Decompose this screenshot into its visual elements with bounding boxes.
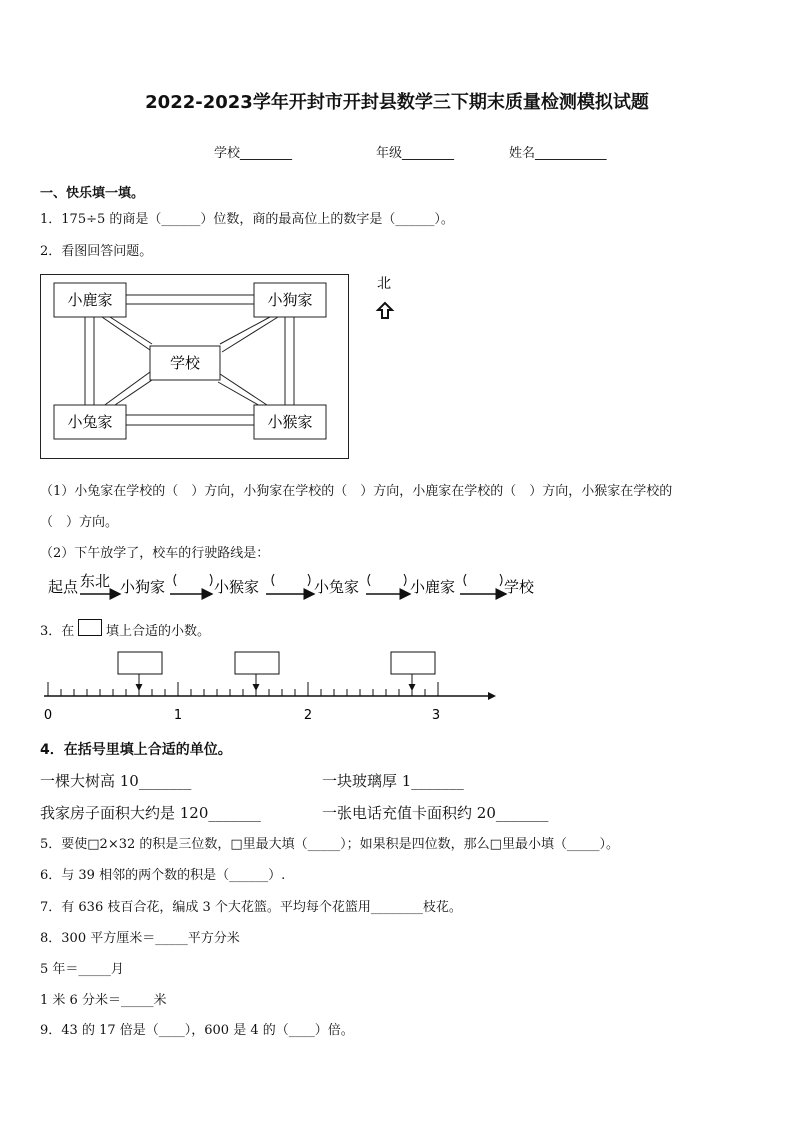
question-3-suffix: 填上合适的小数。 <box>106 624 211 639</box>
question-6: 6．与 39 相邻的两个数的积是（______）. <box>40 868 286 883</box>
question-9: 9．43 的 17 倍是（____），600 是 4 的（____）倍。 <box>40 1023 354 1038</box>
route-stop-deer: 小鹿家 <box>410 578 456 596</box>
pointer-arrow-icon <box>253 684 260 691</box>
school-field: 学校________ <box>214 146 293 161</box>
number-line-label: 0 <box>43 708 53 723</box>
route-stop-monkey: 小猴家 <box>214 578 260 596</box>
pointer-arrow-icon <box>136 684 143 691</box>
grade-field: 年级________ <box>376 146 455 161</box>
answer-box-sample <box>78 619 102 636</box>
number-line-label: 1 <box>173 708 183 723</box>
question-4-item-d: 一张电话充值卡面积约 20_______ <box>322 804 549 822</box>
route-diagram <box>44 566 554 606</box>
route-end: 学校 <box>504 578 535 596</box>
question-2-2: （2）下午放学了，校车的行驶路线是： <box>40 546 270 561</box>
number-line <box>36 648 506 726</box>
north-arrow-icon <box>378 303 392 318</box>
question-4-item-c: 我家房子面积大约是 120_______ <box>40 804 261 822</box>
question-2-1-line2: （ ）方向。 <box>40 515 119 530</box>
north-label: 北 <box>377 276 391 292</box>
question-8-part-1: 8．300 平方厘米＝_____平方分米 <box>40 931 240 946</box>
route-stop-dog: 小狗家 <box>120 578 166 596</box>
number-line-label: 2 <box>303 708 313 723</box>
question-7: 7．有 636 枝百合花，编成 3 个大花篮。平均每个花篮用________枝花。 <box>40 900 462 915</box>
question-8-part-2: 5 年＝_____月 <box>40 962 124 977</box>
question-2: 2．看图回答问题。 <box>40 244 153 259</box>
monkey-house-label: 小猴家 <box>267 413 313 431</box>
map-diagram <box>40 272 352 462</box>
number-line-arrowhead <box>488 692 496 700</box>
question-4: 4．在括号里填上合适的单位。 <box>40 742 232 758</box>
name-field: 姓名___________ <box>509 146 607 161</box>
question-5: 5．要使□2×32 的积是三位数，□里最大填（_____）；如果积是四位数，那么□里最小填（_____）。 <box>40 837 619 852</box>
pointer-arrow-icon <box>409 684 416 691</box>
number-line-label: 3 <box>431 708 441 723</box>
rabbit-house-label: 小兔家 <box>67 413 113 431</box>
question-1: 1．175÷5 的商是（______）位数，商的最高位上的数字是（______）。 <box>40 212 454 227</box>
answer-box[interactable] <box>391 652 435 674</box>
route-stop-rabbit: 小兔家 <box>314 578 360 596</box>
dog-house-label: 小狗家 <box>267 291 313 309</box>
section-heading: 一、快乐填一填。 <box>40 186 145 201</box>
question-4-item-a: 一棵大树高 10_______ <box>40 772 192 790</box>
route-start: 起点 <box>48 578 79 596</box>
question-2-1-line1: （1）小兔家在学校的（ ）方向，小狗家在学校的（ ）方向，小鹿家在学校的（ ）方向，小猴家在学校的 <box>40 484 673 499</box>
question-8-part-3: 1 米 6 分米＝_____米 <box>40 993 167 1008</box>
question-4-item-b: 一块玻璃厚 1_______ <box>322 772 464 790</box>
question-3-prefix: 3．在 <box>40 624 75 639</box>
page-title: 2022-2023学年开封市开封县数学三下期末质量检测模拟试题 <box>145 92 649 113</box>
answer-box[interactable] <box>118 652 162 674</box>
route-first-direction: 东北 <box>80 572 111 590</box>
north-indicator <box>372 272 402 322</box>
school-label: 学校 <box>169 354 201 372</box>
answer-box[interactable] <box>235 652 279 674</box>
deer-house-label: 小鹿家 <box>67 291 113 309</box>
